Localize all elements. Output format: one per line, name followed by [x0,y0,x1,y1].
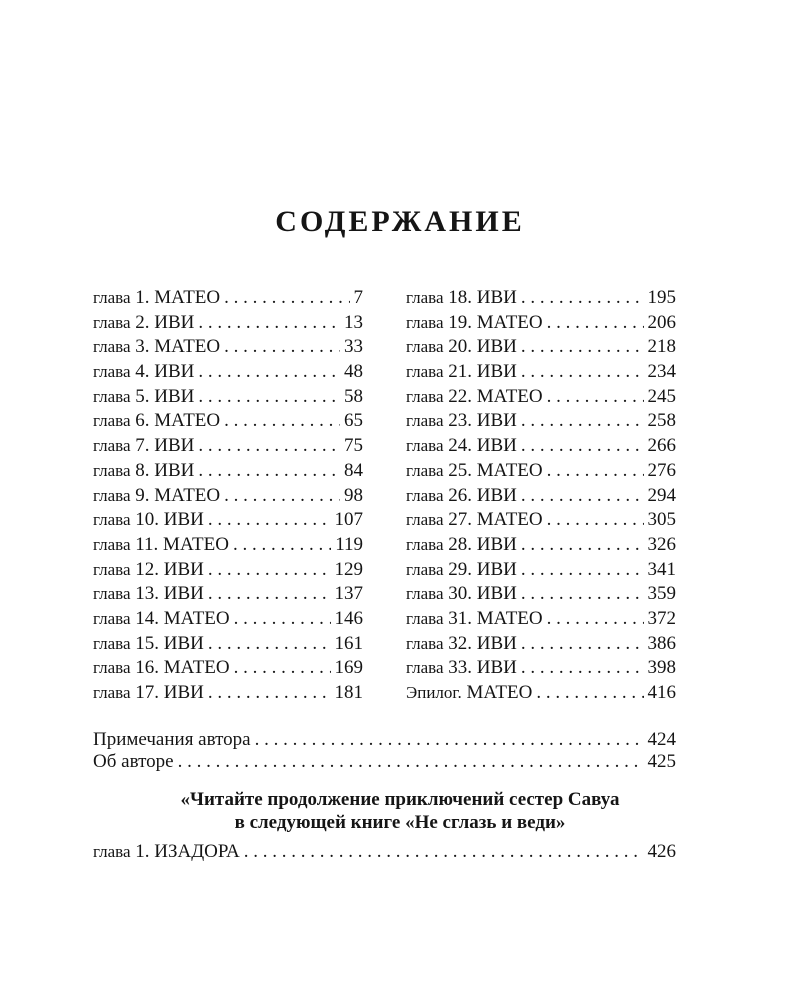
toc-entry-page: 245 [647,385,676,407]
toc-entry[interactable] [406,484,676,509]
toc-entry[interactable] [93,681,363,706]
toc-entry-title: 29. ИВИ [448,558,517,580]
dot-leader [521,558,644,583]
toc-entry-label [93,286,220,311]
toc-left-column [93,286,363,706]
toc-entry[interactable] [406,360,676,385]
toc-entry-title: 19. МАТЕО [448,311,543,333]
toc-entry-prefix: Эпилог. [406,683,462,702]
toc-entry[interactable] [93,286,363,311]
toc-entry-label [406,607,543,632]
toc-entry-prefix: глава [406,510,444,530]
dot-leader [521,360,644,385]
toc-entry-label [93,632,204,657]
toc-entry-label [406,632,517,657]
toc-entry-page: 218 [647,336,676,358]
toc-entry[interactable] [406,459,676,484]
toc-entry-page: 13 [344,311,363,333]
toc-entry[interactable] [93,385,363,410]
toc-entry-title: 28. ИВИ [448,533,517,555]
dot-leader [547,607,644,632]
toc-entry[interactable] [406,311,676,336]
toc-entry-label [93,656,230,681]
toc-entry-title: 9. МАТЕО [135,484,221,506]
dot-leader [521,656,644,681]
toc-entry[interactable] [406,385,676,410]
toc-entry-page: 107 [334,509,363,531]
toc-entry[interactable] [406,434,676,459]
dot-leader [198,311,340,336]
toc-entry-page: 129 [334,558,363,580]
toc-entry-prefix: глава [93,485,131,505]
toc-entry-title: 1. ИЗАДОРА [135,841,240,862]
toc-entry-label [406,409,517,434]
toc-entry-prefix: глава [93,411,131,431]
dot-leader [224,409,340,434]
toc-entry-prefix: глава [406,362,444,382]
toc-entry-label [93,681,204,706]
toc-entry[interactable] [406,558,676,583]
toc-entry[interactable] [93,607,363,632]
toc-entry[interactable] [406,681,676,706]
toc-entry-label [93,607,230,632]
toc-entry-title: 22. МАТЕО [448,385,543,407]
toc-entry-title: 20. ИВИ [448,336,517,358]
dot-leader [547,459,644,484]
toc-entry-page: 7 [353,287,363,308]
toc-entry-label [406,558,517,583]
toc-entry-page: 84 [344,459,363,481]
toc-entry[interactable] [93,508,363,533]
toc-entry-title: 30. ИВИ [448,583,517,605]
toc-entry-label [93,582,204,607]
dot-leader [208,681,331,706]
toc-entry-prefix: глава [93,683,131,702]
toc-entry-title: 14. МАТЕО [135,607,230,629]
toc-entry-page: 146 [334,607,363,629]
toc-entry-label [406,484,517,509]
dot-leader [234,607,331,632]
toc-entry-title: 16. МАТЕО [135,657,230,679]
toc-entry-page: 161 [334,632,363,654]
toc-entry-label [93,360,194,385]
toc-entry-label [406,286,517,311]
toc-entry-prefix: глава [93,362,131,382]
toc-entry-prefix: глава [93,842,131,861]
toc-entry[interactable] [93,656,363,681]
toc-entry-prefix: глава [406,534,444,554]
toc-entry-title: 13. ИВИ [135,583,204,605]
toc-entry-prefix: глава [93,288,131,307]
toc-entry-page: 65 [344,410,363,432]
toc-entry[interactable] [93,459,363,484]
toc-entry-page: 48 [344,361,363,383]
toc-entry-prefix: глава [406,460,444,480]
toc-entry-page: 359 [647,583,676,605]
toc-entry-title: 15. ИВИ [135,632,204,654]
dot-leader [224,484,340,509]
dot-leader [536,681,643,706]
toc-entry-label [93,840,240,865]
toc-entry-page: 425 [647,751,676,772]
toc-entry-page: 416 [647,682,676,703]
toc-entry[interactable] [93,582,363,607]
toc-entry-page: 206 [647,311,676,333]
toc-entry-prefix: глава [93,386,131,406]
toc-entry-page: 137 [334,583,363,605]
toc-entry-prefix: глава [93,460,131,480]
toc-entry[interactable] [93,729,676,751]
dot-leader [198,434,340,459]
toc-entry-title: 17. ИВИ [135,682,204,703]
toc-entry-page: 294 [647,484,676,506]
toc-entry-page: 424 [647,729,676,750]
toc-entry-title: 8. ИВИ [135,459,195,481]
toc-entry-page: 33 [344,336,363,358]
toc-entry-title: 10. ИВИ [135,509,204,531]
toc-entry-page: 372 [647,607,676,629]
toc-entry-title: 3. МАТЕО [135,336,221,358]
toc-entry-page: 386 [647,632,676,654]
dot-leader [521,582,644,607]
toc-entry-label [406,533,517,558]
toc-entry-prefix: глава [93,510,131,530]
toc-entry-prefix: глава [406,411,444,431]
toc-entry-title: МАТЕО [466,682,533,703]
toc-entry-label [93,459,194,484]
toc-entry-page: 341 [647,558,676,580]
toc-entry-prefix: глава [93,337,131,357]
dot-leader [208,558,331,583]
toc-entry-prefix: глава [406,584,444,604]
toc-entry-label [93,385,194,410]
toc-entry[interactable] [93,360,363,385]
toc-entry-title: 18. ИВИ [448,287,517,308]
toc-entry[interactable] [406,582,676,607]
toc-entry[interactable] [406,533,676,558]
toc-entry-label [93,311,194,336]
toc-entry-title: 24. ИВИ [448,435,517,457]
page-title: СОДЕРЖАНИЕ [275,205,525,238]
toc-entry-page: 234 [647,361,676,383]
toc-entry-label [93,533,229,558]
toc-entry-label [406,681,532,706]
dot-leader [521,335,644,360]
toc-entry-page: 305 [647,509,676,531]
toc-entry-prefix: глава [93,312,131,332]
toc-entry-page: 181 [334,682,363,703]
toc-entry[interactable] [93,311,363,336]
toc-entry-title: 12. ИВИ [135,558,204,580]
toc-entry-prefix: глава [93,559,131,579]
toc-entry-label [93,508,204,533]
bonus-chapter [93,840,676,865]
toc-entry[interactable] [93,335,363,360]
toc-entry-page: 169 [334,657,363,679]
toc-entry-page: 426 [647,841,676,862]
toc-entry-label [406,582,517,607]
toc-entry-title: 11. МАТЕО [135,533,229,555]
dot-leader [224,335,340,360]
promo-block [0,788,800,834]
toc-entry-prefix: глава [406,658,444,678]
dot-leader [521,484,644,509]
toc-entry-page: 98 [344,484,363,506]
dot-leader [255,729,644,751]
dot-leader [521,286,644,311]
toc-entry-title: 2. ИВИ [135,311,195,333]
dot-leader [547,311,644,336]
toc-entry[interactable] [406,409,676,434]
toc-entry[interactable] [406,286,676,311]
toc-entry-prefix: глава [406,633,444,653]
dot-leader [547,385,644,410]
toc-entry[interactable] [406,656,676,681]
dot-leader [208,508,331,533]
toc-entry-prefix: глава [406,559,444,579]
toc-entry-page: 398 [647,657,676,679]
toc-extras [93,729,676,773]
dot-leader [521,409,644,434]
toc-entry-title: 4. ИВИ [135,361,195,383]
toc-entry[interactable] [406,632,676,657]
toc-entry-prefix: глава [406,436,444,456]
toc-entry-title: 1. МАТЕО [135,287,221,308]
dot-leader [233,533,331,558]
toc-entry[interactable] [93,840,676,865]
toc-entry-title: 7. ИВИ [135,435,195,457]
toc-entry-prefix: глава [93,633,131,653]
toc-entry-label [93,558,204,583]
toc-entry-label [406,311,543,336]
toc-entry-prefix: глава [406,386,444,406]
promo-line-1: «Читайте продолжение приключений сестер Савуа [180,789,620,810]
toc-entry-title: 21. ИВИ [448,361,517,383]
toc-entry[interactable] [93,558,363,583]
toc-entry-title: 23. ИВИ [448,410,517,432]
toc-entry-page: 276 [647,459,676,481]
toc-entry-prefix: глава [93,658,131,678]
toc-entry-label [406,335,517,360]
toc-entry-label [406,385,543,410]
dot-leader [521,434,644,459]
toc-entry-label [93,409,220,434]
dot-leader [244,840,644,865]
toc-entry[interactable] [93,632,363,657]
toc-entry-prefix: глава [406,608,444,628]
toc-entry-title: 6. МАТЕО [135,410,221,432]
dot-leader [198,459,340,484]
toc-entry-label [93,335,220,360]
toc-entry-label [406,360,517,385]
dot-leader [208,582,331,607]
toc-entry-page: 75 [344,435,363,457]
toc-entry-prefix: глава [406,312,444,332]
dot-leader [198,385,340,410]
toc-entry[interactable] [93,533,363,558]
toc-entry[interactable] [93,434,363,459]
toc-entry-title: 26. ИВИ [448,484,517,506]
dot-leader [234,656,331,681]
toc-entry-title: 25. МАТЕО [448,459,543,481]
toc-entry[interactable] [406,607,676,632]
toc-entry-label [406,434,517,459]
toc-entry-page: 195 [647,287,676,308]
toc-entry-page: 258 [647,410,676,432]
toc-entry-label [93,484,220,509]
toc-entry[interactable] [406,335,676,360]
toc-entry-prefix: глава [406,485,444,505]
toc-entry-prefix: глава [406,337,444,357]
dot-leader [224,286,349,311]
toc-entry-title: 32. ИВИ [448,632,517,654]
toc-entry-label [93,434,194,459]
toc-entry-prefix: глава [93,584,131,604]
dot-leader [208,632,331,657]
toc-entry[interactable] [93,751,676,773]
dot-leader [178,751,644,773]
dot-leader [198,360,340,385]
toc-entry-prefix: глава [93,436,131,456]
toc-entry-prefix: глава [406,288,444,307]
toc-right-column [406,286,676,706]
toc-entry-title: 33. ИВИ [448,657,517,679]
toc-entry-page: 58 [344,385,363,407]
toc-entry-title: 5. ИВИ [135,385,195,407]
promo-line-2: в следующей книге «Не сглазь и веди» [234,812,566,833]
toc-entry[interactable] [93,409,363,434]
toc-entry-page: 266 [647,435,676,457]
toc-entry-label [406,508,543,533]
dot-leader [521,632,644,657]
toc-entry-title: 27. МАТЕО [448,509,543,531]
toc-entry[interactable] [93,484,363,509]
toc-entry-prefix: глава [93,534,131,554]
toc-entry-label [406,459,543,484]
dot-leader [547,508,644,533]
toc-entry-title: 31. МАТЕО [448,607,543,629]
toc-entry-page: 326 [647,533,676,555]
dot-leader [521,533,644,558]
toc-entry-title: Примечания автора [93,729,251,750]
toc-entry-prefix: глава [93,608,131,628]
toc-entry-page: 119 [335,533,363,555]
toc-entry[interactable] [406,508,676,533]
toc-entry-title: Об авторе [93,751,174,772]
toc-entry-label [406,656,517,681]
